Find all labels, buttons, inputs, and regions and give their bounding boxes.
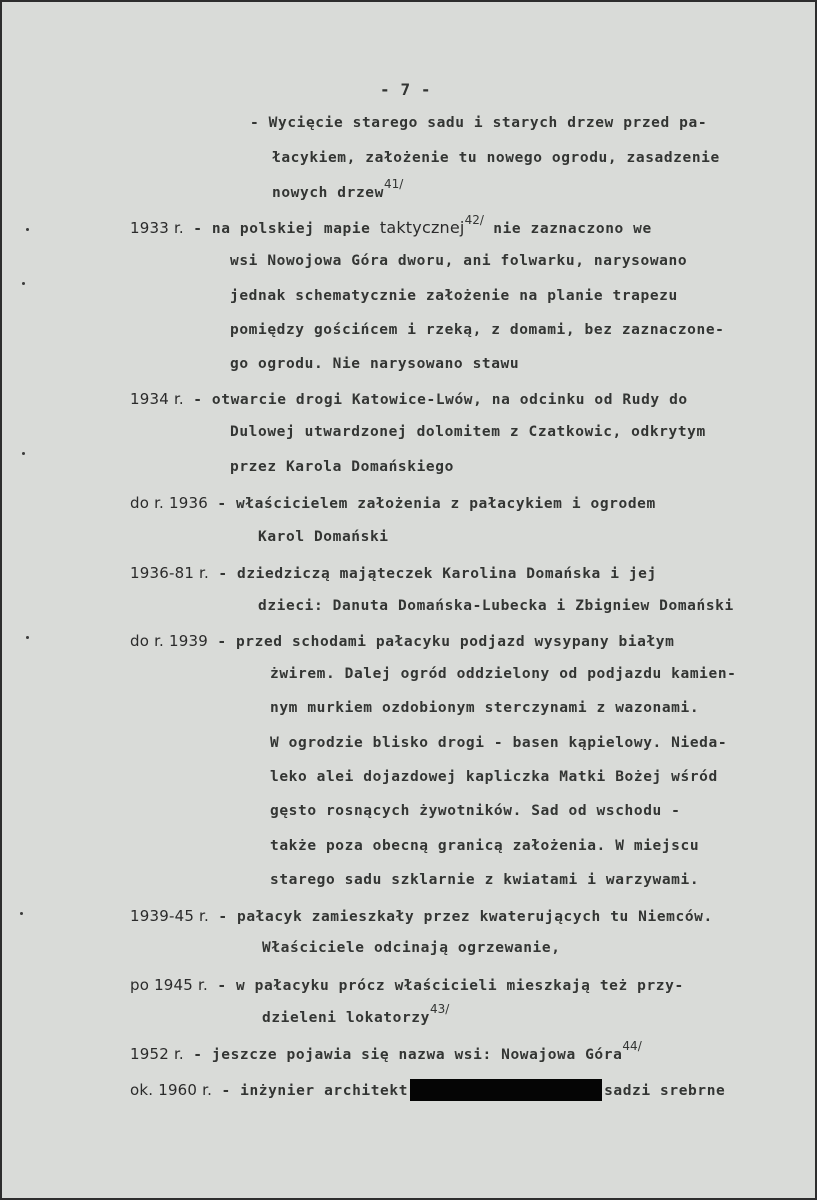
entry-text: - dziedziczą mająteczek Karolina Domańska i jej [218,566,657,582]
entry-year: 1936-81 r. [130,564,209,582]
entry-text: - na polskiej mapie [193,221,371,237]
entry-pre-line-3 [272,177,404,201]
redaction-block [410,1079,602,1101]
entry-1934-line-1 [130,390,688,408]
margin-mark [22,452,25,455]
entry-1933-line-3: jednak schematycznie założenie na planie trapezu [230,288,678,304]
entry-1939-line-8: starego sadu szklarnie z kwiatami i warzywami. [270,872,700,888]
entry-1939-45-line-1 [130,907,713,925]
entry-1936-81-line-1 [130,564,657,582]
entry-1936-line-1 [130,494,656,512]
entry-1960-line-1 [130,1079,725,1101]
entry-text: dzieleni lokatorzy [262,1010,430,1026]
entry-year: do r. 1936 [130,494,208,512]
entry-text: - inżynier architekt [221,1083,409,1099]
entry-1939-line-7: także poza obecną granicą założenia. W miejscu [270,838,700,854]
entry-1933-line-4: pomiędzy gościńcem i rzeką, z domami, bez zaznaczone- [230,322,725,338]
entry-text: - pałacyk zamieszkały przez kwaterujących tu Niemców. [218,909,713,925]
entry-text: sadzi srebrne [604,1083,726,1099]
footnote-ref-42: 42/ [464,213,484,227]
entry-1939-line-3: nym murkiem ozdobionym sterczynami z wazonami. [270,700,700,716]
entry-1933-line-2: wsi Nowojowa Góra dworu, ani folwarku, narysowano [230,253,688,269]
entry-1945-line-2 [262,1002,450,1026]
entry-text: - przed schodami pałacyku podjazd wysypany białym [217,634,675,650]
entry-year: do r. 1939 [130,632,208,650]
entry-text: - w pałacyku prócz właścicieli mieszkają też przy- [217,978,684,994]
entry-pre-text: nowych drzew [272,185,384,201]
entry-1933-line-5: go ogrodu. Nie narysowano stawu [230,356,520,372]
entry-text: - jeszcze pojawia się nazwa wsi: Nowajowa Góra [193,1047,623,1063]
page-number: - 7 - [380,80,432,99]
entry-1933-line-1 [130,213,652,237]
entry-1945-line-1 [130,976,684,994]
entry-1939-45-line-2: Właściciele odcinają ogrzewanie, [262,940,561,956]
entry-year: 1952 r. [130,1045,184,1063]
entry-text: - otwarcie drogi Katowice-Lwów, na odcinku od Rudy do [193,392,688,408]
margin-mark [22,282,25,285]
handwritten-insert: taktycznej [379,218,465,237]
entry-year: 1933 r. [130,219,184,237]
margin-mark [26,228,29,231]
entry-1934-line-2: Dulowej utwardzonej dolomitem z Czatkowic, odkrytym [230,424,706,440]
entry-year: 1939-45 r. [130,907,209,925]
entry-1939-line-6: gęsto rosnących żywotników. Sad od wschodu - [270,803,681,819]
entry-1939-line-4: W ogrodzie blisko drogi - basen kąpielowy. Nieda- [270,735,728,751]
entry-1939-line-5: leko alei dojazdowej kapliczka Matki Bożej wśród [270,769,718,785]
entry-1939-line-1 [130,632,674,650]
entry-text: nie zaznaczono we [493,221,652,237]
footnote-ref-43: 43/ [429,1002,450,1016]
entry-pre-line-1: - Wycięcie starego sadu i starych drzew przed pa- [250,115,708,131]
entry-year: 1934 r. [130,390,184,408]
entry-1952-line-1 [130,1039,642,1063]
entry-1934-line-3: przez Karola Domańskiego [230,459,454,475]
entry-1939-line-2: żwirem. Dalej ogród oddzielony od podjazdu kamien- [270,666,737,682]
footnote-ref-41: 41/ [383,177,404,191]
margin-mark [26,636,29,639]
entry-1936-line-2: Karol Domański [258,529,389,545]
entry-pre-line-2: łacykiem, założenie tu nowego ogrodu, zasadzenie [272,150,720,166]
entry-1936-81-line-2: dzieci: Danuta Domańska-Lubecka i Zbigniew Domański [258,598,734,614]
entry-year: po 1945 r. [130,976,208,994]
entry-text: - właścicielem założenia z pałacykiem i ogrodem [217,496,656,512]
entry-year: ok. 1960 r. [130,1081,213,1099]
margin-mark [20,912,23,915]
footnote-ref-44: 44/ [622,1039,642,1053]
